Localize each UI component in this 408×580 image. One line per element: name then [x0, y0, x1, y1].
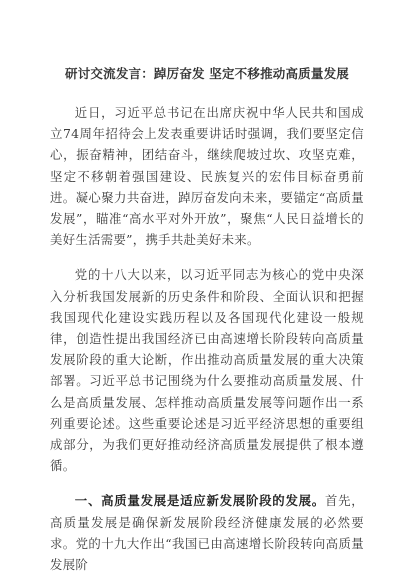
document-title: 研讨交流发言：踔厉奋发 坚定不移推动高质量发展 — [65, 66, 349, 81]
paragraph-text: 党的十八大以来，以习近平同志为核心的党中央深入分析我国发展新的历史条件和阶段、全面认识和把握我国现代化建设实践历程以及各国现代化建设一般规律，创造性提出我国经济已由高速增长阶段转向高质量发展阶段的重大论断，作出推动高质量发展的重大决策部署。习近平总书记围绕为什么要推动高质量发展、什么是高质量发展、怎样推动高质量发展等问题作出一系列重要论述。这些重要论述是习近平经济思想的重要组成部分，为我们更好推动经济高质量发展提供了根本遵循。 — [50, 267, 364, 474]
paragraph-text: 近日，习近平总书记在出席庆祝中华人民共和国成立74周年招待会上发表重要讲话时强调，我们要坚定信心，振奋精神，团结奋斗，继续爬坡过坎、攻坚克难，坚定不移朝着强国建设、民族复兴的宏伟目标奋勇前进。凝心聚力共奋进，踔厉奋发向未来，要锚定“高质量发展”，瞄准“高水平对外开放”，聚焦“人民日益增长的美好生活需要”，携手共赴美好未来。 — [50, 105, 364, 248]
paragraph-1 — [50, 102, 364, 250]
section-heading: 一、高质量发展是适应新发展阶段的发展。 — [74, 493, 325, 509]
paragraph-text: 首先，高质量发展是确保新发展阶段经济健康发展的必然要求。党的十九大作出“我国已由高速增长阶段转向高质量发展阶 — [50, 493, 364, 573]
paragraph-3 — [50, 490, 364, 575]
paragraph-2 — [50, 264, 364, 476]
